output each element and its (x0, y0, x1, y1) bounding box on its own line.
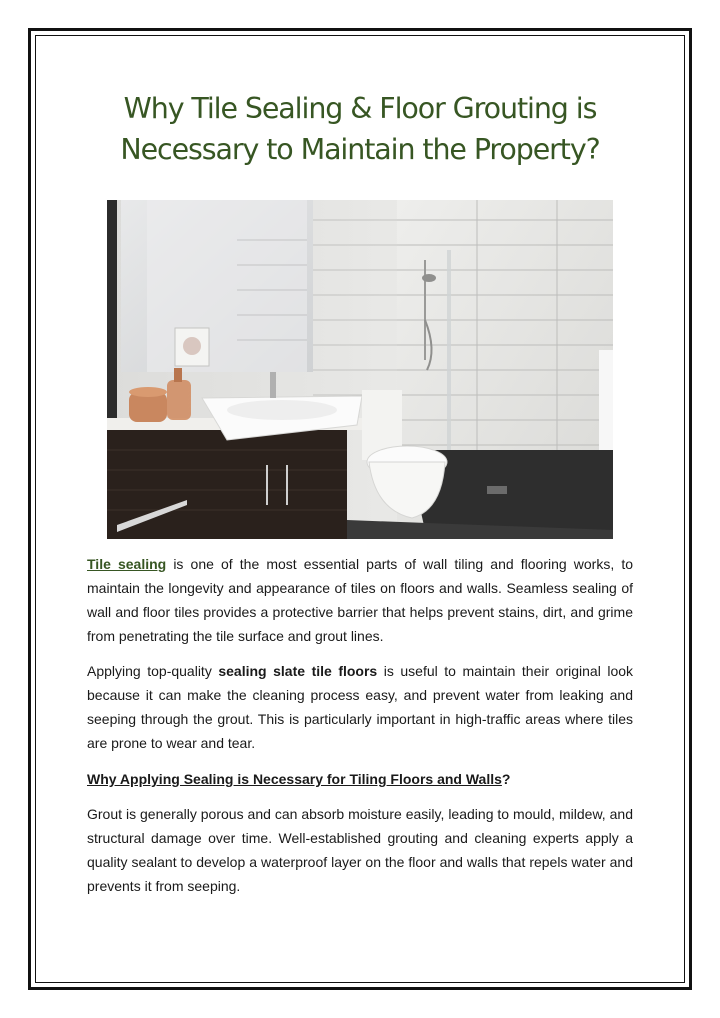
paragraph-2-bold: sealing slate tile floors (218, 663, 378, 679)
section-heading-suffix: ? (501, 771, 511, 787)
page-title (60, 88, 660, 170)
paragraph-sealing-slate (87, 659, 633, 755)
paragraph-tile-sealing (87, 552, 633, 648)
paragraph-grout (87, 802, 633, 898)
paragraph-2-after: is useful to maintain their original look because it can make the cleaning process easy, and prevent water from leaking and seeping through the grout. This is particularly important in high-traffic areas where tiles are prone to wear and tear. (87, 663, 634, 751)
page-title-line-1: Why Tile Sealing & Floor Grouting is (123, 92, 597, 125)
section-heading-text: Why Applying Sealing is Necessary for Tiling Floors and Walls (87, 771, 502, 787)
paragraph-1-text: is one of the most essential parts of wall tiling and flooring works, to maintain the longevity and appearance of tiles on floors and walls. Seamless sealing of wall and floor tiles provides a protective barrier that helps prevent stains, dirt, and grime from penetrating the tile surface and grout lines. (87, 556, 634, 644)
paragraph-2-before: Applying top-quality (87, 663, 219, 679)
paragraph-3-text: Grout is generally porous and can absorb moisture easily, leading to mould, mildew, and structural damage over time. Well-established grouting and cleaning experts apply a quality sealant to develop a waterproof layer on the floor and walls that repels water and prevents it from seeping. (87, 806, 633, 894)
page-title-line-2: Necessary to Maintain the Property? (120, 133, 600, 166)
section-heading (87, 767, 633, 791)
tile-sealing-link[interactable]: Tile sealing (87, 556, 167, 572)
bathroom-photo (107, 200, 613, 539)
